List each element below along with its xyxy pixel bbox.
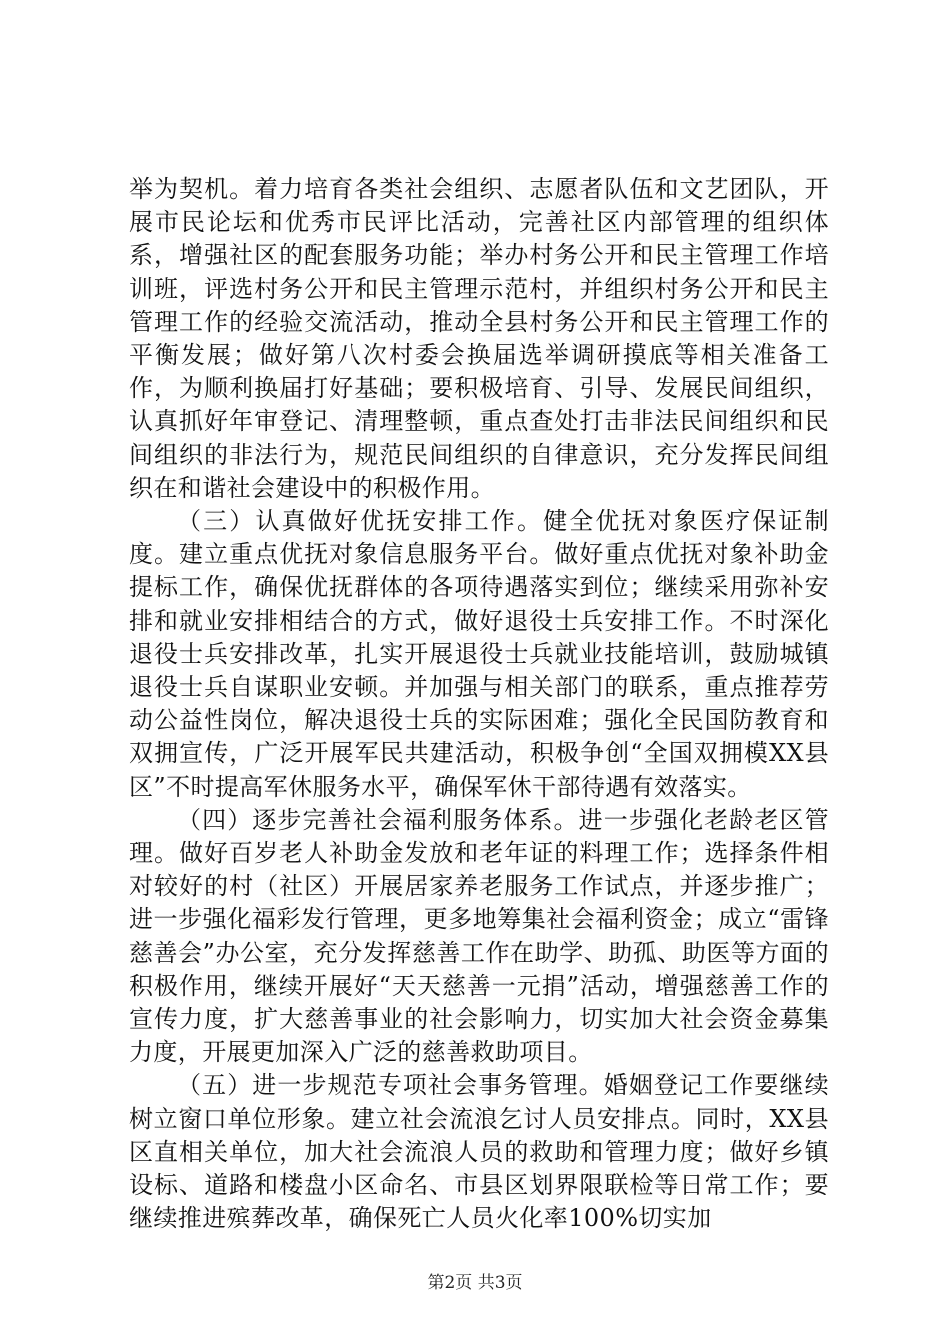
paragraph-continuation: 举为契机。着力培育各类社会组织、志愿者队伍和文艺团队，开展市民论坛和优秀市民评比活动，完善社区内部管理的组织体系，增强社区的配套服务功能；举办村务公开和民主管理工作培训班，评选村务公开和民主管理示范村，并组织村务公开和民主管理工作的经验交流活动，推动全县村务公开和民主管理工作的平衡发展；做好第八次村委会换届选举调研摸底等相关准备工作，为顺利换届打好基础；要积极培育、引导、发展民间组织，认真抓好年审登记、清理整顿，重点查处打击非法民间组织和民间组织的非法行为，规范民间组织的自律意识，充分发挥民间组织在和谐社会建设中的积极作用。 bbox=[129, 175, 829, 502]
paragraph-section-3: （三）认真做好优抚安排工作。健全优抚对象医疗保证制度。建立重点优抚对象信息服务平台。做好重点优抚对象补助金提标工作，确保优抚群体的各项待遇落实到位；继续采用弥补安排和就业安排相结合的方式，做好退役士兵安排工作。不时深化退役士兵安排改革，扎实开展退役士兵就业技能培训，鼓励城镇退役士兵自谋职业安顿。并加强与相关部门的联系，重点推荐劳动公益性岗位，解决退役士兵的实际困难；强化全民国防教育和双拥宣传，广泛开展军民共建活动，积极争创“全国双拥模XX县区”不时提高军休服务水平，确保军休干部待遇有效落实。 bbox=[129, 507, 829, 801]
document-body bbox=[129, 173, 829, 1236]
paragraph-section-5: （五）进一步规范专项社会事务管理。婚姻登记工作要继续树立窗口单位形象。建立社会流浪乞讨人员安排点。同时，XX县区直相关单位，加大社会流浪人员的救助和管理力度；做好乡镇设标、道路和楼盘小区命名、市县区划界限联检等日常工作；要继续推进殡葬改革，确保死亡人员火化率100%切实加 bbox=[129, 1071, 829, 1233]
page-number-footer: 第2页 共3页 bbox=[427, 1273, 523, 1293]
paragraph-section-4: （四）逐步完善社会福利服务体系。进一步强化老龄老区管理。做好百岁老人补助金发放和老年证的料理工作；选择条件相对较好的村（社区）开展居家养老服务工作试点，并逐步推广；进一步强化福彩发行管理，更多地筹集社会福利资金；成立“雷锋慈善会”办公室，充分发挥慈善工作在助学、助孤、助医等方面的积极作用，继续开展好“天天慈善一元捐”活动，增强慈善工作的宣传力度，扩大慈善事业的社会影响力，切实加大社会资金募集力度，开展更加深入广泛的慈善救助项目。 bbox=[129, 805, 829, 1067]
